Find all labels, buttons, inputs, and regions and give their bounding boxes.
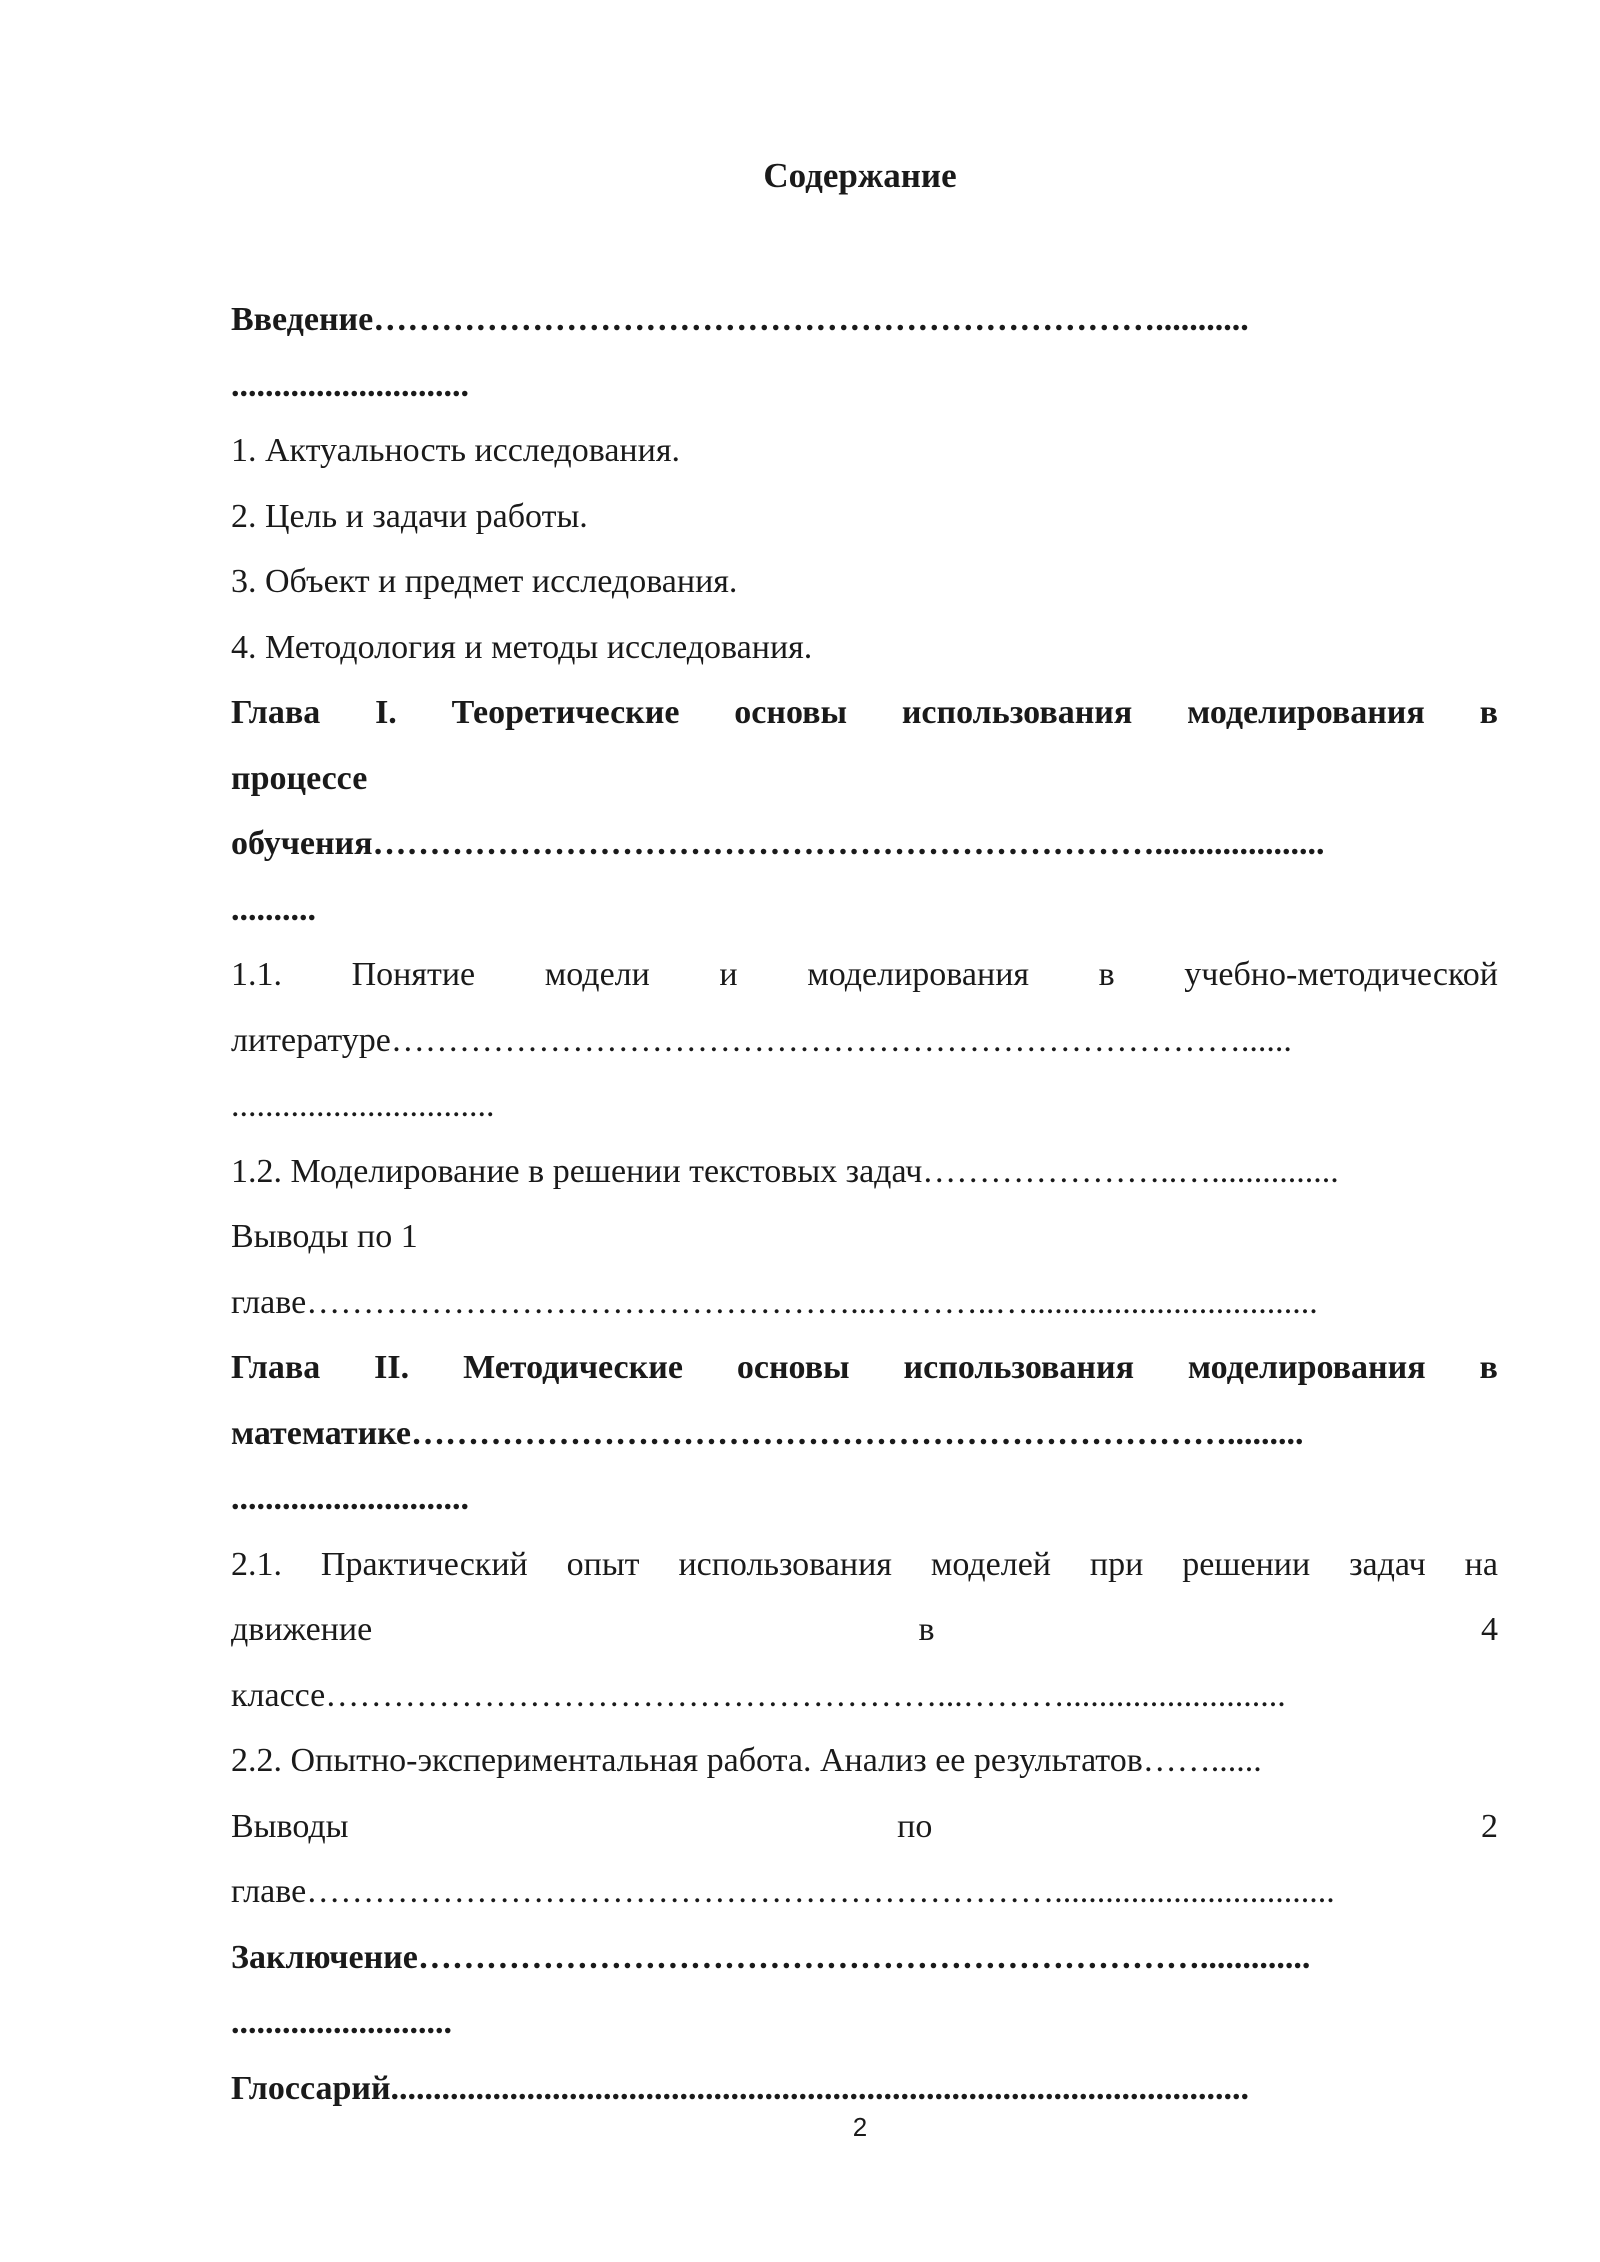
page-title: Содержание <box>763 156 957 195</box>
toc-word: в <box>918 1611 935 1648</box>
toc-word: 2.1. <box>231 1545 282 1583</box>
toc-chapter-2-dots: ............................ <box>231 1480 469 1517</box>
toc-section-1-1 <box>231 951 1498 1017</box>
toc-section-2-1-end: классе………………………………………………...……….......................... <box>231 1676 1286 1714</box>
toc-word: 1.1. <box>231 956 282 993</box>
toc-section-1-2: 1.2. Моделирование в решении текстовых задач…………………..…............... <box>231 1152 1339 1190</box>
toc-item-goals: 2. Цель и задачи работы. <box>231 497 588 535</box>
toc-intro-continuation: ............................ <box>231 366 469 404</box>
toc-word: использования <box>903 1349 1134 1386</box>
toc-word: Выводы <box>231 1807 349 1845</box>
toc-word: Глава <box>231 1349 321 1386</box>
toc-word: учебно-методической <box>1184 956 1498 993</box>
toc-chapter-1-heading <box>231 689 1498 755</box>
toc-word: моделей <box>930 1545 1051 1583</box>
toc-word: 4 <box>1480 1611 1498 1648</box>
toc-chapter-1-conclusions: Выводы по 1 <box>231 1218 418 1255</box>
toc-word: I. <box>375 694 397 731</box>
toc-chapter-1-continuation: процессе <box>231 759 368 797</box>
toc-word: и <box>719 956 738 993</box>
toc-section-2-1-continuation <box>231 1606 1498 1672</box>
toc-item-object: 3. Объект и предмет исследования. <box>231 563 738 600</box>
toc-word: решении <box>1182 1545 1311 1583</box>
toc-word: на <box>1464 1545 1498 1583</box>
toc-word: в <box>1098 956 1115 993</box>
toc-word: при <box>1089 1545 1144 1583</box>
toc-conclusion: Заключение……………………………………………………………............. <box>231 1938 1311 1976</box>
toc-item-methodology: 4. Методология и методы исследования. <box>231 628 813 666</box>
toc-word: Глава <box>231 694 321 731</box>
toc-conclusion-dots: .......................... <box>231 2004 452 2041</box>
toc-chapter-1-conclusions-end: главе…………………………………………...………..….................................. <box>231 1283 1318 1321</box>
toc-section-2-2: 2.2. Опытно-экспериментальная работа. Анализ ее результатов……...... <box>231 1742 1262 1779</box>
toc-chapter-2-conclusions <box>231 1803 1498 1869</box>
toc-word: Методические <box>463 1349 683 1386</box>
page-number: 2 <box>852 2112 868 2142</box>
toc-word: основы <box>736 1349 850 1386</box>
toc-chapter-2-heading <box>231 1344 1498 1410</box>
toc-word: использования <box>678 1545 892 1583</box>
toc-glossary: Глоссарий..................................................................................................... <box>231 2069 1250 2107</box>
toc-word: основы <box>734 694 848 731</box>
toc-chapter-2-conclusions-end: главе…………………………………………………………................................. <box>231 1873 1335 1910</box>
toc-word: Понятие <box>351 956 476 993</box>
toc-word: задач <box>1349 1545 1426 1583</box>
toc-word: моделирования <box>807 956 1030 993</box>
toc-section-1-1-continuation: литературе…………………………………………………………………...... <box>231 1021 1292 1059</box>
toc-chapter-1-dots: .......... <box>231 890 316 928</box>
toc-section-2-1 <box>231 1541 1498 1607</box>
toc-word: Практический <box>320 1545 528 1583</box>
toc-word: в <box>1479 694 1498 731</box>
table-of-contents <box>231 296 1498 2130</box>
toc-word: Теоретические <box>451 694 680 731</box>
toc-word: моделирования <box>1187 1349 1426 1386</box>
toc-word: 2 <box>1481 1807 1498 1845</box>
toc-word: использования <box>901 694 1133 731</box>
toc-chapter-1-end: обучения…………………………………………………………….................... <box>231 825 1325 862</box>
toc-word: II. <box>374 1349 410 1386</box>
toc-section-1-1-dots: ............................... <box>231 1087 495 1124</box>
toc-word: в <box>1479 1349 1498 1386</box>
toc-word: опыт <box>566 1545 640 1583</box>
toc-word: по <box>897 1807 933 1845</box>
toc-chapter-2-continuation: математике………………………………………………………………......... <box>231 1414 1304 1452</box>
toc-item-relevance: 1. Актуальность исследования. <box>231 432 680 469</box>
toc-word: моделирования <box>1187 694 1425 731</box>
toc-word: модели <box>544 956 650 993</box>
toc-intro: Введение……………………………………………………………........... <box>231 301 1249 338</box>
toc-word: движение <box>231 1611 373 1648</box>
